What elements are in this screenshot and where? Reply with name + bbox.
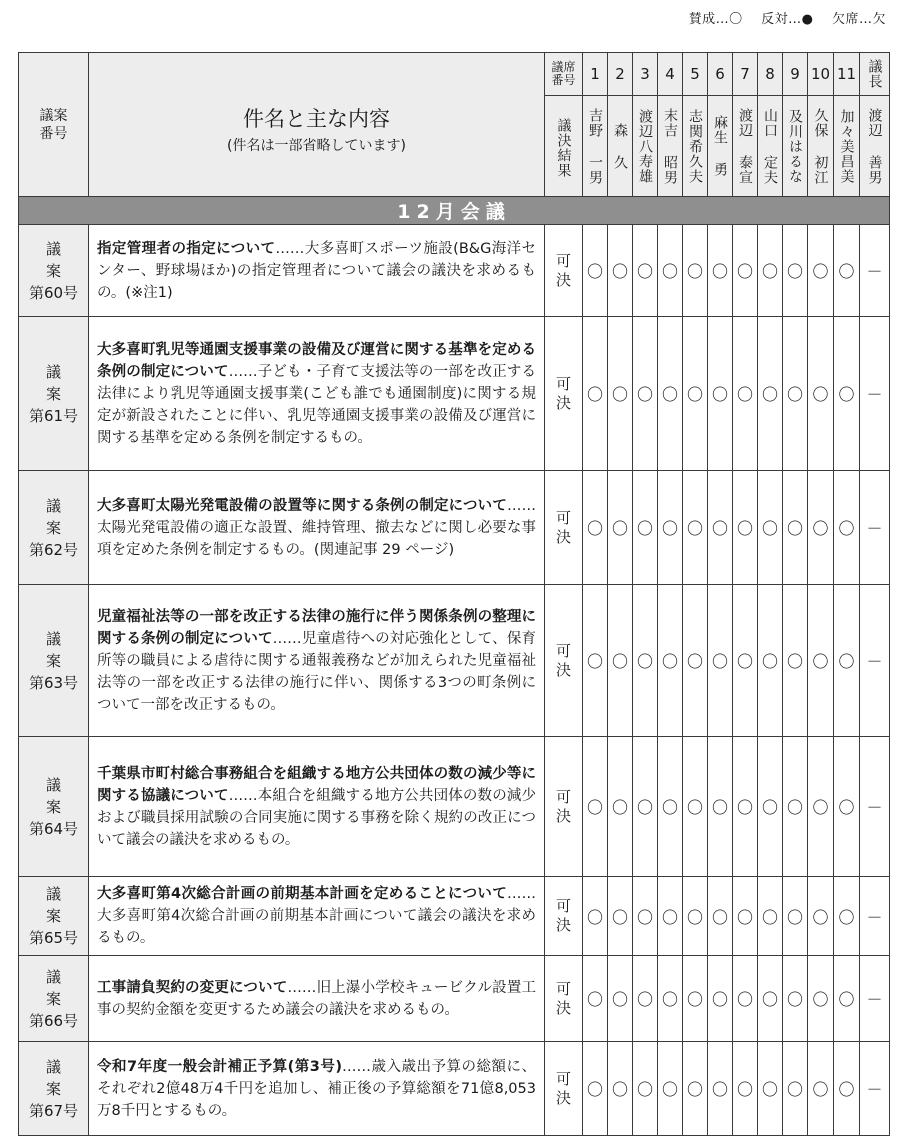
vote-mark: － [860, 877, 890, 956]
member-name-cell [733, 96, 758, 197]
vote-mark: 〇 [708, 1042, 733, 1136]
bill-result-line1: 可 [555, 787, 571, 806]
vote-mark: 〇 [608, 225, 633, 317]
vote-mark: 〇 [808, 877, 834, 956]
bill-title: 大多喜町太陽光発電設備の設置等に関する条例の制定について [97, 497, 507, 514]
vote-mark: 〇 [708, 471, 733, 585]
vote-mark: 〇 [583, 317, 608, 471]
bill-row [19, 471, 890, 585]
seat-number: 3 [633, 53, 658, 96]
bill-row [19, 317, 890, 471]
bill-result-line2: 決 [555, 998, 571, 1017]
bill-description: ……太陽光発電設備の適正な設置、維持管理、撤去などに関し必要な事項を定めた条例を制定するもの。(関連記事 29 ページ) [97, 497, 536, 558]
vote-mark: 〇 [633, 956, 658, 1042]
bill-number [19, 877, 89, 956]
chair-label: 議長 [866, 59, 883, 89]
member-name: 加々美昌美 [838, 108, 855, 184]
vote-mark: 〇 [633, 737, 658, 877]
vote-mark: 〇 [783, 956, 808, 1042]
bill-row [19, 585, 890, 737]
bill-description: ……大多喜町第4次総合計画の前期基本計画について議会の議決を求めるもの。 [97, 886, 536, 946]
vote-mark: 〇 [834, 471, 860, 585]
vote-mark: 〇 [783, 317, 808, 471]
member-name-cell [834, 96, 860, 197]
bill-number-kind: 議案 [45, 629, 75, 670]
bill-number-value: 第65号 [28, 929, 79, 947]
vote-mark: 〇 [658, 877, 683, 956]
seat-label-line2: 番号 [551, 73, 576, 87]
seat-label-line1: 議席 [551, 60, 576, 74]
vote-mark: 〇 [708, 317, 733, 471]
vote-mark: 〇 [733, 956, 758, 1042]
header-row-seats [19, 53, 890, 96]
vote-mark: 〇 [758, 317, 783, 471]
seat-number: 2 [608, 53, 633, 96]
vote-mark: 〇 [633, 877, 658, 956]
bill-number-value: 第66号 [28, 1011, 79, 1030]
member-name-cell [808, 96, 834, 197]
vote-mark: 〇 [633, 1042, 658, 1136]
vote-mark: 〇 [733, 225, 758, 317]
member-name: 山口 定夫 [762, 107, 778, 185]
bill-result-line1: 可 [555, 1069, 571, 1088]
vote-mark: 〇 [758, 737, 783, 877]
vote-mark: 〇 [733, 585, 758, 737]
result-header [545, 96, 583, 197]
bill-result [545, 225, 583, 317]
member-name: 麻生 勇 [712, 115, 728, 177]
bill-result [545, 585, 583, 737]
member-name-cell [758, 96, 783, 197]
vote-mark: 〇 [783, 737, 808, 877]
bill-description: ……子ども・子育て支援法等の一部を改正する法律により乳児等通園支援事業(こども誰でも通園制度)に関する規定が新設されたことに伴い、乳児等通園支援事業の設備及び運営に関する基準を定める条例を制定するもの。 [97, 363, 536, 446]
bill-row [19, 877, 890, 956]
vote-mark: 〇 [758, 225, 783, 317]
vote-mark: 〇 [708, 225, 733, 317]
vote-mark: 〇 [758, 1042, 783, 1136]
bill-title: 工事請負契約の変更について [97, 979, 288, 996]
bill-number-value: 第61号 [28, 406, 79, 425]
vote-mark: － [860, 737, 890, 877]
member-name: 渡辺 泰宣 [737, 107, 753, 185]
vote-mark: 〇 [633, 225, 658, 317]
vote-mark: 〇 [733, 877, 758, 956]
title-header-sub: (件名は一部省略しています) [227, 137, 406, 154]
vote-mark: 〇 [758, 877, 783, 956]
bill-content [89, 585, 545, 737]
seat-number: 7 [733, 53, 758, 96]
bill-result [545, 1042, 583, 1136]
vote-mark: 〇 [633, 471, 658, 585]
bill-number-value: 第63号 [28, 673, 79, 692]
bill-number [19, 956, 89, 1042]
seat-number: 1 [583, 53, 608, 96]
vote-mark: 〇 [608, 956, 633, 1042]
title-header-main: 件名と主な内容 [243, 106, 390, 131]
bill-row [19, 225, 890, 317]
bill-description: ……歳入歳出予算の総額に、それぞれ2億48万4千円を追加し、補正後の予算総額を71億8,053万8千円とするもの。 [97, 1058, 536, 1119]
bill-title: 令和7年度一般会計補正予算(第3号) [97, 1058, 342, 1075]
vote-mark: 〇 [608, 737, 633, 877]
bill-row [19, 737, 890, 877]
vote-mark: 〇 [834, 1042, 860, 1136]
seat-number: 11 [834, 53, 860, 96]
vote-mark: 〇 [583, 585, 608, 737]
bill-number-kind: 議案 [45, 362, 75, 403]
bill-title: 児童福祉法等の一部を改正する法律の施行に伴う関係条例の整理に関する条例の制定について [97, 608, 536, 647]
vote-mark: 〇 [683, 471, 708, 585]
vote-legend [689, 8, 886, 27]
vote-mark: 〇 [783, 877, 808, 956]
vote-mark: 〇 [608, 877, 633, 956]
vote-mark: 〇 [708, 956, 733, 1042]
member-name: 森 久 [612, 122, 628, 170]
bill-title: 大多喜町乳児等通園支援事業の設備及び運営に関する基準を定める条例の制定について [97, 341, 536, 380]
bill-content [89, 956, 545, 1042]
member-name-cell [608, 96, 633, 197]
member-name: 末吉 昭男 [662, 107, 678, 185]
vote-mark: 〇 [758, 471, 783, 585]
bill-content [89, 737, 545, 877]
bill-number [19, 737, 89, 877]
bill-number-kind: 議案 [45, 496, 75, 537]
vote-mark: 〇 [783, 471, 808, 585]
vote-mark: 〇 [783, 225, 808, 317]
bill-result-line2: 決 [555, 916, 571, 934]
bill-result [545, 737, 583, 877]
bill-title: 千葉県市町村総合事務組合を組織する地方公共団体の数の減少等に関する協議について [97, 765, 536, 804]
vote-mark: － [860, 1042, 890, 1136]
vote-mark: 〇 [583, 471, 608, 585]
member-name: 渡辺八寿雄 [637, 108, 653, 184]
vote-mark: 〇 [658, 737, 683, 877]
bill-row [19, 956, 890, 1042]
vote-mark: 〇 [683, 1042, 708, 1136]
bill-number-header [19, 53, 89, 197]
vote-mark: 〇 [808, 225, 834, 317]
legend-oppose: 反対…● [761, 12, 814, 27]
vote-mark: 〇 [658, 225, 683, 317]
vote-mark: 〇 [633, 317, 658, 471]
legend-absent: 欠席…欠 [831, 12, 886, 27]
vote-mark: 〇 [808, 585, 834, 737]
bill-content [89, 471, 545, 585]
vote-mark: － [860, 317, 890, 471]
member-name: 久保 初江 [812, 107, 829, 185]
bill-result-line1: 可 [555, 508, 571, 527]
vote-mark: 〇 [658, 471, 683, 585]
vote-mark: 〇 [683, 317, 708, 471]
bill-number-value: 第67号 [28, 1101, 79, 1120]
member-name-cell [783, 96, 808, 197]
bill-result-line2: 決 [555, 270, 571, 289]
vote-mark: 〇 [583, 877, 608, 956]
member-name: 志関希久夫 [687, 108, 703, 184]
vote-mark: 〇 [834, 737, 860, 877]
vote-mark: 〇 [808, 317, 834, 471]
vote-mark: － [860, 471, 890, 585]
bill-content [89, 1042, 545, 1136]
member-name-cell [683, 96, 708, 197]
vote-mark: 〇 [608, 1042, 633, 1136]
vote-mark: 〇 [658, 317, 683, 471]
bill-result [545, 471, 583, 585]
bill-result-line1: 可 [555, 641, 571, 660]
vote-mark: 〇 [834, 317, 860, 471]
vote-mark: 〇 [783, 1042, 808, 1136]
bill-number [19, 225, 89, 317]
vote-mark: － [860, 956, 890, 1042]
bill-number-kind: 議案 [45, 885, 75, 925]
bill-content [89, 317, 545, 471]
bill-number-header-line1: 議案 [39, 107, 68, 124]
vote-mark: 〇 [583, 225, 608, 317]
bill-result-line2: 決 [555, 527, 571, 546]
bill-content [89, 225, 545, 317]
vote-mark: 〇 [633, 585, 658, 737]
member-name-cell [708, 96, 733, 197]
vote-mark: 〇 [683, 956, 708, 1042]
session-row [19, 197, 890, 225]
vote-mark: 〇 [834, 956, 860, 1042]
member-name-cell [633, 96, 658, 197]
seat-number: 4 [658, 53, 683, 96]
vote-mark: 〇 [708, 877, 733, 956]
bill-number-header-line2: 番号 [39, 125, 68, 142]
bill-title: 大多喜町第4次総合計画の前期基本計画を定めることについて [97, 886, 507, 902]
bill-number [19, 1042, 89, 1136]
vote-mark: 〇 [583, 737, 608, 877]
member-name: 吉野 一男 [587, 107, 603, 185]
vote-mark: 〇 [658, 1042, 683, 1136]
vote-mark: 〇 [608, 317, 633, 471]
vote-mark: 〇 [808, 471, 834, 585]
member-name-cell [860, 96, 890, 197]
bill-result-line1: 可 [555, 897, 571, 915]
seat-number-header [545, 53, 583, 96]
member-name-cell [583, 96, 608, 197]
bill-number-kind: 議案 [45, 967, 75, 1008]
vote-mark: 〇 [808, 956, 834, 1042]
vote-mark: 〇 [583, 956, 608, 1042]
vote-mark: 〇 [708, 737, 733, 877]
legend-approve: 賛成…〇 [688, 12, 743, 27]
seat-number: 5 [683, 53, 708, 96]
vote-mark: 〇 [834, 225, 860, 317]
chair-header [860, 53, 890, 96]
vote-mark: 〇 [583, 1042, 608, 1136]
vote-mark: 〇 [608, 585, 633, 737]
vote-mark: 〇 [758, 956, 783, 1042]
bill-number [19, 585, 89, 737]
bill-description: ……旧上瀑小学校キュービクル設置工事の契約金額を変更するため議会の議決を求めるもの。 [97, 979, 536, 1018]
bill-result [545, 956, 583, 1042]
bill-result-line2: 決 [555, 660, 571, 679]
session-title: 12月会議 [19, 197, 890, 225]
title-header [89, 53, 545, 197]
bill-number-value: 第62号 [28, 540, 79, 559]
vote-mark: 〇 [783, 585, 808, 737]
bill-number-value: 第60号 [28, 283, 79, 302]
bill-result-line1: 可 [555, 374, 571, 393]
bill-result [545, 877, 583, 956]
vote-mark: 〇 [758, 585, 783, 737]
bill-number [19, 471, 89, 585]
vote-mark: 〇 [683, 877, 708, 956]
bill-result-line2: 決 [555, 1088, 571, 1107]
member-name: 渡辺 善男 [866, 107, 883, 185]
result-label: 議決結果 [555, 118, 572, 178]
vote-mark: 〇 [733, 317, 758, 471]
vote-mark: 〇 [808, 737, 834, 877]
member-name: 及川はるな [787, 108, 803, 184]
vote-mark: 〇 [658, 956, 683, 1042]
bill-number-value: 第64号 [28, 819, 79, 838]
bill-number-kind: 議案 [45, 775, 75, 816]
member-name-cell [658, 96, 683, 197]
bill-result-line2: 決 [555, 806, 571, 825]
bill-description: ……本組合を組織する地方公共団体の数の減少および職員採用試験の合同実施に関する事務を除く規約の改正について議会の議決を求めるもの。 [97, 787, 536, 848]
vote-mark: 〇 [834, 585, 860, 737]
vote-mark: 〇 [808, 1042, 834, 1136]
vote-mark: － [860, 585, 890, 737]
vote-mark: 〇 [658, 585, 683, 737]
vote-mark: 〇 [683, 737, 708, 877]
vote-mark: 〇 [733, 471, 758, 585]
vote-mark: 〇 [608, 471, 633, 585]
bill-row [19, 1042, 890, 1136]
seat-number: 9 [783, 53, 808, 96]
bill-result-line1: 可 [555, 979, 571, 998]
bill-number [19, 317, 89, 471]
bill-result [545, 317, 583, 471]
seat-number: 10 [808, 53, 834, 96]
bill-description: ……大多喜町スポーツ施設(B&G海洋センター、野球場ほか)の指定管理者について議会の議決を求めるもの。(※注1) [97, 240, 536, 301]
vote-mark: 〇 [733, 737, 758, 877]
seat-number: 6 [708, 53, 733, 96]
vote-mark: 〇 [683, 225, 708, 317]
vote-mark: 〇 [834, 877, 860, 956]
bill-content [89, 877, 545, 956]
bill-description: ……児童虐待への対応強化として、保育所等の職員による虐待に関する通報義務などが加えられた児童福祉法等の一部を改正する法律の施行に伴い、関係する3つの町条例について一部を改正するもの。 [97, 630, 536, 713]
vote-results-table [18, 52, 890, 1136]
bill-result-line2: 決 [555, 393, 571, 412]
vote-mark: 〇 [708, 585, 733, 737]
vote-mark: 〇 [683, 585, 708, 737]
bill-result-line1: 可 [555, 251, 571, 270]
vote-mark: － [860, 225, 890, 317]
bill-number-kind: 議案 [45, 239, 75, 280]
seat-number: 8 [758, 53, 783, 96]
vote-mark: 〇 [733, 1042, 758, 1136]
bill-number-kind: 議案 [45, 1057, 75, 1098]
bill-title: 指定管理者の指定について [97, 240, 276, 257]
